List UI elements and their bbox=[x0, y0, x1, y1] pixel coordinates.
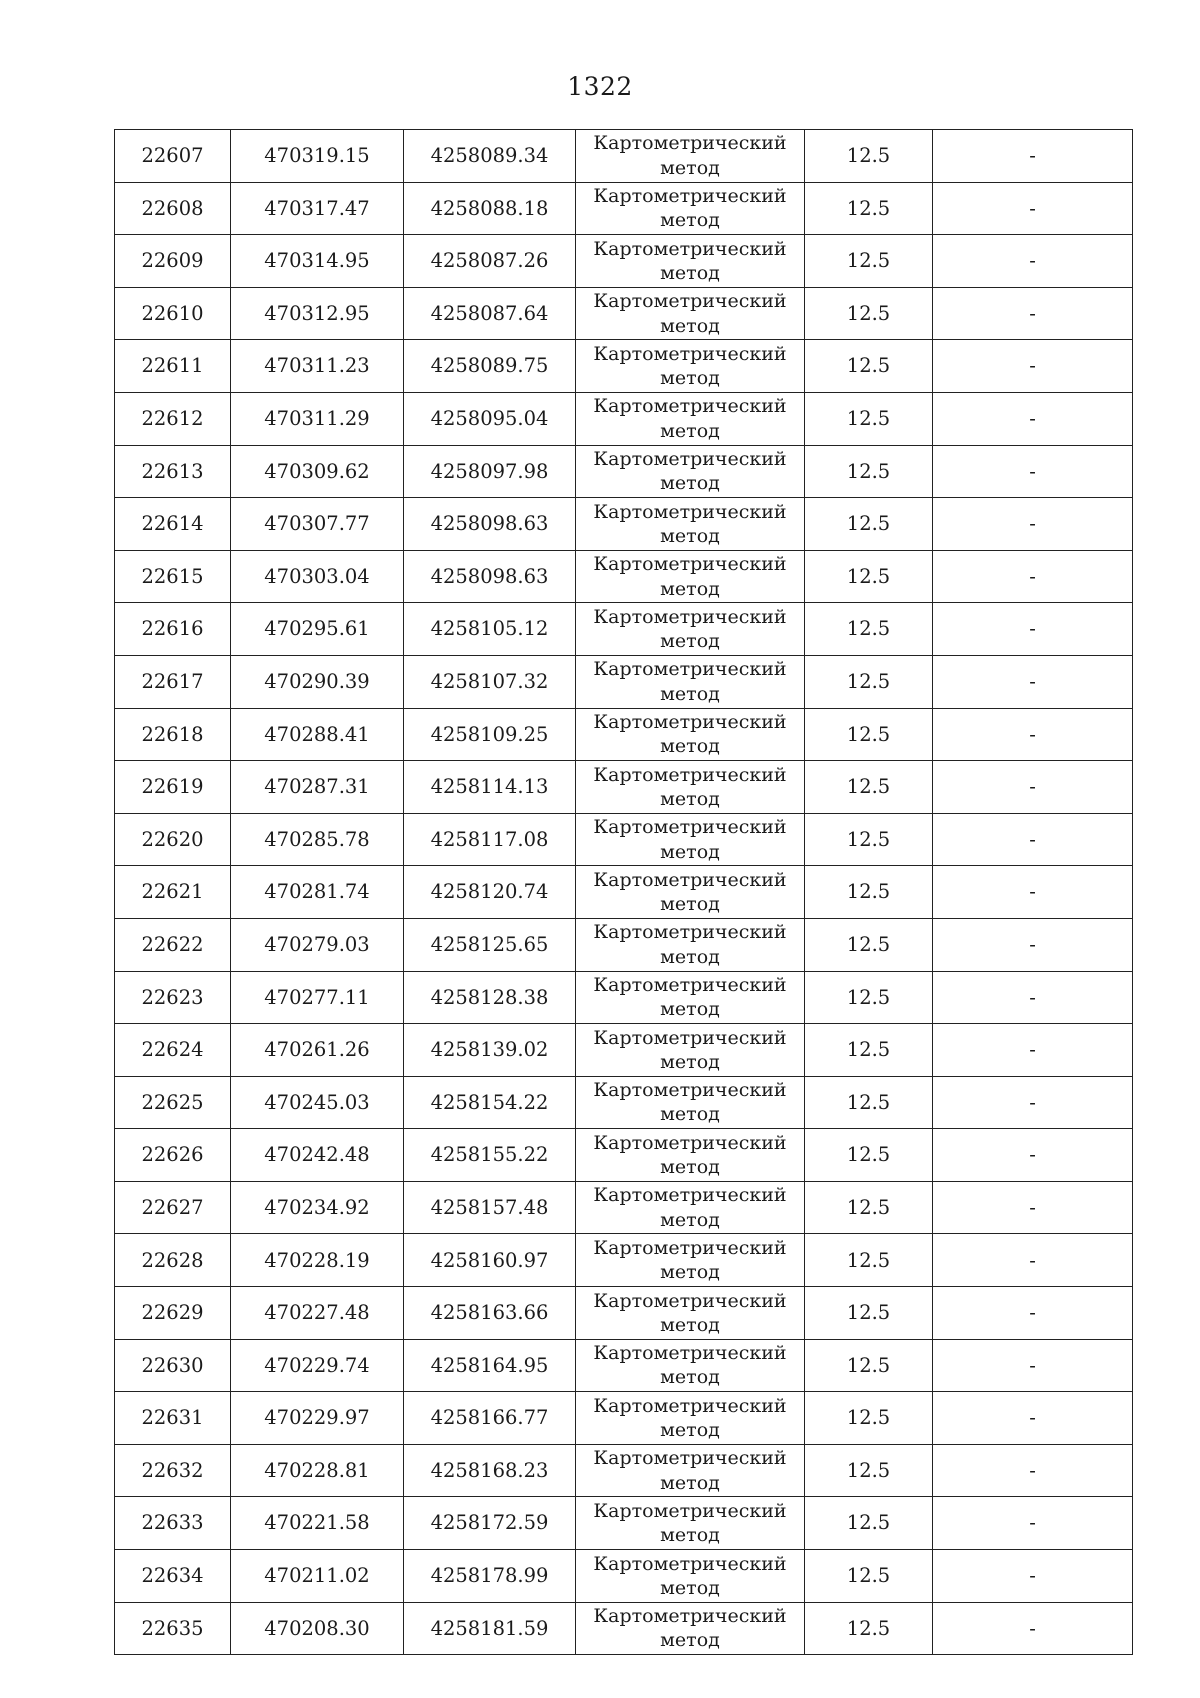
note-cell: - bbox=[933, 1076, 1133, 1129]
x-coordinate-cell: 470311.29 bbox=[231, 392, 404, 445]
method-line-1: Картометрический bbox=[593, 1447, 787, 1470]
table-row bbox=[115, 130, 1133, 183]
method-line-2: метод bbox=[660, 945, 720, 968]
point-id-cell: 22610 bbox=[115, 287, 231, 340]
note-cell: - bbox=[933, 1497, 1133, 1550]
x-coordinate-cell: 470229.97 bbox=[231, 1392, 404, 1445]
method-line-1: Картометрический bbox=[593, 1079, 787, 1102]
method-line-1: Картометрический bbox=[593, 448, 787, 471]
note-cell: - bbox=[933, 813, 1133, 866]
y-coordinate-cell: 4258160.97 bbox=[404, 1234, 576, 1287]
accuracy-cell: 12.5 bbox=[805, 235, 933, 288]
method-cell bbox=[576, 287, 805, 340]
method-line-1: Картометрический bbox=[593, 605, 787, 628]
table-row bbox=[115, 235, 1133, 288]
note-cell: - bbox=[933, 340, 1133, 393]
method-line-2: метод bbox=[660, 1366, 720, 1389]
method-line-2: метод bbox=[660, 682, 720, 705]
method-cell bbox=[576, 1550, 805, 1603]
note-cell: - bbox=[933, 1444, 1133, 1497]
table-row bbox=[115, 1287, 1133, 1340]
note-cell: - bbox=[933, 498, 1133, 551]
method-cell bbox=[576, 1497, 805, 1550]
point-id-cell: 22615 bbox=[115, 550, 231, 603]
method-line-2: метод bbox=[660, 1419, 720, 1442]
method-line-2: метод bbox=[660, 1050, 720, 1073]
point-id-cell: 22611 bbox=[115, 340, 231, 393]
accuracy-cell: 12.5 bbox=[805, 918, 933, 971]
method-line-2: метод bbox=[660, 630, 720, 653]
table-row bbox=[115, 550, 1133, 603]
method-line-2: метод bbox=[660, 419, 720, 442]
point-id-cell: 22622 bbox=[115, 918, 231, 971]
x-coordinate-cell: 470227.48 bbox=[231, 1287, 404, 1340]
x-coordinate-cell: 470245.03 bbox=[231, 1076, 404, 1129]
method-cell bbox=[576, 761, 805, 814]
table-row bbox=[115, 971, 1133, 1024]
method-cell bbox=[576, 1602, 805, 1655]
point-id-cell: 22613 bbox=[115, 445, 231, 498]
note-cell: - bbox=[933, 445, 1133, 498]
x-coordinate-cell: 470295.61 bbox=[231, 603, 404, 656]
page-number: 1322 bbox=[567, 72, 633, 101]
accuracy-cell: 12.5 bbox=[805, 550, 933, 603]
note-cell: - bbox=[933, 1234, 1133, 1287]
y-coordinate-cell: 4258181.59 bbox=[404, 1602, 576, 1655]
point-id-cell: 22635 bbox=[115, 1602, 231, 1655]
note-cell: - bbox=[933, 1550, 1133, 1603]
method-line-1: Картометрический bbox=[593, 711, 787, 734]
method-line-1: Картометрический bbox=[593, 342, 787, 365]
table-row bbox=[115, 1234, 1133, 1287]
accuracy-cell: 12.5 bbox=[805, 498, 933, 551]
accuracy-cell: 12.5 bbox=[805, 1550, 933, 1603]
method-cell bbox=[576, 603, 805, 656]
accuracy-cell: 12.5 bbox=[805, 1287, 933, 1340]
x-coordinate-cell: 470221.58 bbox=[231, 1497, 404, 1550]
method-cell bbox=[576, 1444, 805, 1497]
note-cell: - bbox=[933, 918, 1133, 971]
table-row bbox=[115, 1076, 1133, 1129]
y-coordinate-cell: 4258095.04 bbox=[404, 392, 576, 445]
point-id-cell: 22623 bbox=[115, 971, 231, 1024]
coordinates-table bbox=[114, 129, 1133, 1655]
point-id-cell: 22616 bbox=[115, 603, 231, 656]
method-line-2: метод bbox=[660, 156, 720, 179]
y-coordinate-cell: 4258087.64 bbox=[404, 287, 576, 340]
accuracy-cell: 12.5 bbox=[805, 813, 933, 866]
method-cell bbox=[576, 708, 805, 761]
table-row bbox=[115, 1444, 1133, 1497]
y-coordinate-cell: 4258154.22 bbox=[404, 1076, 576, 1129]
point-id-cell: 22620 bbox=[115, 813, 231, 866]
note-cell: - bbox=[933, 182, 1133, 235]
accuracy-cell: 12.5 bbox=[805, 1497, 933, 1550]
point-id-cell: 22614 bbox=[115, 498, 231, 551]
x-coordinate-cell: 470307.77 bbox=[231, 498, 404, 551]
method-line-2: метод bbox=[660, 893, 720, 916]
method-cell bbox=[576, 655, 805, 708]
table-row bbox=[115, 1392, 1133, 1445]
y-coordinate-cell: 4258117.08 bbox=[404, 813, 576, 866]
table-row bbox=[115, 392, 1133, 445]
accuracy-cell: 12.5 bbox=[805, 655, 933, 708]
x-coordinate-cell: 470317.47 bbox=[231, 182, 404, 235]
note-cell: - bbox=[933, 1602, 1133, 1655]
accuracy-cell: 12.5 bbox=[805, 182, 933, 235]
accuracy-cell: 12.5 bbox=[805, 866, 933, 919]
accuracy-cell: 12.5 bbox=[805, 392, 933, 445]
table-row bbox=[115, 1497, 1133, 1550]
note-cell: - bbox=[933, 1287, 1133, 1340]
method-cell bbox=[576, 182, 805, 235]
method-cell bbox=[576, 1234, 805, 1287]
method-cell bbox=[576, 1181, 805, 1234]
point-id-cell: 22627 bbox=[115, 1181, 231, 1234]
method-cell bbox=[576, 498, 805, 551]
x-coordinate-cell: 470287.31 bbox=[231, 761, 404, 814]
point-id-cell: 22624 bbox=[115, 1024, 231, 1077]
method-line-2: метод bbox=[660, 1471, 720, 1494]
x-coordinate-cell: 470229.74 bbox=[231, 1339, 404, 1392]
table-row bbox=[115, 603, 1133, 656]
method-line-1: Картометрический bbox=[593, 1394, 787, 1417]
note-cell: - bbox=[933, 1024, 1133, 1077]
method-line-1: Картометрический bbox=[593, 973, 787, 996]
x-coordinate-cell: 470314.95 bbox=[231, 235, 404, 288]
point-id-cell: 22626 bbox=[115, 1129, 231, 1182]
method-line-2: метод bbox=[660, 367, 720, 390]
y-coordinate-cell: 4258163.66 bbox=[404, 1287, 576, 1340]
x-coordinate-cell: 470285.78 bbox=[231, 813, 404, 866]
y-coordinate-cell: 4258157.48 bbox=[404, 1181, 576, 1234]
method-line-1: Картометрический bbox=[593, 1289, 787, 1312]
x-coordinate-cell: 470242.48 bbox=[231, 1129, 404, 1182]
method-cell bbox=[576, 392, 805, 445]
method-cell bbox=[576, 971, 805, 1024]
x-coordinate-cell: 470303.04 bbox=[231, 550, 404, 603]
note-cell: - bbox=[933, 130, 1133, 183]
point-id-cell: 22630 bbox=[115, 1339, 231, 1392]
method-cell bbox=[576, 918, 805, 971]
method-line-1: Картометрический bbox=[593, 290, 787, 313]
method-line-1: Картометрический bbox=[593, 1131, 787, 1154]
point-id-cell: 22619 bbox=[115, 761, 231, 814]
accuracy-cell: 12.5 bbox=[805, 287, 933, 340]
table-row bbox=[115, 813, 1133, 866]
method-line-1: Картометрический bbox=[593, 1342, 787, 1365]
x-coordinate-cell: 470290.39 bbox=[231, 655, 404, 708]
accuracy-cell: 12.5 bbox=[805, 1339, 933, 1392]
y-coordinate-cell: 4258089.75 bbox=[404, 340, 576, 393]
note-cell: - bbox=[933, 971, 1133, 1024]
y-coordinate-cell: 4258155.22 bbox=[404, 1129, 576, 1182]
point-id-cell: 22628 bbox=[115, 1234, 231, 1287]
method-line-2: метод bbox=[660, 314, 720, 337]
method-line-1: Картометрический bbox=[593, 1499, 787, 1522]
y-coordinate-cell: 4258098.63 bbox=[404, 550, 576, 603]
note-cell: - bbox=[933, 655, 1133, 708]
x-coordinate-cell: 470288.41 bbox=[231, 708, 404, 761]
x-coordinate-cell: 470312.95 bbox=[231, 287, 404, 340]
y-coordinate-cell: 4258107.32 bbox=[404, 655, 576, 708]
method-cell bbox=[576, 1392, 805, 1445]
x-coordinate-cell: 470281.74 bbox=[231, 866, 404, 919]
method-line-2: метод bbox=[660, 840, 720, 863]
note-cell: - bbox=[933, 761, 1133, 814]
table-row bbox=[115, 1339, 1133, 1392]
accuracy-cell: 12.5 bbox=[805, 1181, 933, 1234]
table-row bbox=[115, 918, 1133, 971]
x-coordinate-cell: 470309.62 bbox=[231, 445, 404, 498]
table-row bbox=[115, 1129, 1133, 1182]
point-id-cell: 22612 bbox=[115, 392, 231, 445]
x-coordinate-cell: 470279.03 bbox=[231, 918, 404, 971]
note-cell: - bbox=[933, 235, 1133, 288]
y-coordinate-cell: 4258109.25 bbox=[404, 708, 576, 761]
x-coordinate-cell: 470234.92 bbox=[231, 1181, 404, 1234]
method-line-1: Картометрический bbox=[593, 553, 787, 576]
accuracy-cell: 12.5 bbox=[805, 340, 933, 393]
table-row bbox=[115, 445, 1133, 498]
note-cell: - bbox=[933, 708, 1133, 761]
note-cell: - bbox=[933, 1339, 1133, 1392]
table-row bbox=[115, 498, 1133, 551]
y-coordinate-cell: 4258164.95 bbox=[404, 1339, 576, 1392]
method-line-1: Картометрический bbox=[593, 395, 787, 418]
method-cell bbox=[576, 235, 805, 288]
method-line-1: Картометрический bbox=[593, 500, 787, 523]
accuracy-cell: 12.5 bbox=[805, 1129, 933, 1182]
method-line-2: метод bbox=[660, 524, 720, 547]
y-coordinate-cell: 4258097.98 bbox=[404, 445, 576, 498]
point-id-cell: 22607 bbox=[115, 130, 231, 183]
note-cell: - bbox=[933, 603, 1133, 656]
point-id-cell: 22632 bbox=[115, 1444, 231, 1497]
x-coordinate-cell: 470261.26 bbox=[231, 1024, 404, 1077]
y-coordinate-cell: 4258168.23 bbox=[404, 1444, 576, 1497]
note-cell: - bbox=[933, 550, 1133, 603]
note-cell: - bbox=[933, 1181, 1133, 1234]
table-row bbox=[115, 1024, 1133, 1077]
point-id-cell: 22634 bbox=[115, 1550, 231, 1603]
accuracy-cell: 12.5 bbox=[805, 130, 933, 183]
method-line-2: метод bbox=[660, 1576, 720, 1599]
method-line-2: метод bbox=[660, 787, 720, 810]
method-line-1: Картометрический bbox=[593, 1026, 787, 1049]
x-coordinate-cell: 470228.81 bbox=[231, 1444, 404, 1497]
table-row bbox=[115, 1550, 1133, 1603]
method-cell bbox=[576, 1129, 805, 1182]
point-id-cell: 22631 bbox=[115, 1392, 231, 1445]
point-id-cell: 22633 bbox=[115, 1497, 231, 1550]
x-coordinate-cell: 470228.19 bbox=[231, 1234, 404, 1287]
table-row bbox=[115, 340, 1133, 393]
method-cell bbox=[576, 550, 805, 603]
method-cell bbox=[576, 130, 805, 183]
method-line-1: Картометрический bbox=[593, 1605, 787, 1628]
method-line-2: метод bbox=[660, 209, 720, 232]
method-line-1: Картометрический bbox=[593, 1184, 787, 1207]
table-row bbox=[115, 182, 1133, 235]
method-line-2: метод bbox=[660, 1261, 720, 1284]
method-line-2: метод bbox=[660, 1313, 720, 1336]
x-coordinate-cell: 470319.15 bbox=[231, 130, 404, 183]
accuracy-cell: 12.5 bbox=[805, 1602, 933, 1655]
accuracy-cell: 12.5 bbox=[805, 1076, 933, 1129]
accuracy-cell: 12.5 bbox=[805, 708, 933, 761]
table-row bbox=[115, 708, 1133, 761]
point-id-cell: 22609 bbox=[115, 235, 231, 288]
y-coordinate-cell: 4258139.02 bbox=[404, 1024, 576, 1077]
point-id-cell: 22629 bbox=[115, 1287, 231, 1340]
method-cell bbox=[576, 1339, 805, 1392]
table-body bbox=[115, 130, 1133, 1655]
x-coordinate-cell: 470211.02 bbox=[231, 1550, 404, 1603]
method-cell bbox=[576, 1024, 805, 1077]
accuracy-cell: 12.5 bbox=[805, 1392, 933, 1445]
method-line-1: Картометрический bbox=[593, 921, 787, 944]
method-line-1: Картометрический bbox=[593, 868, 787, 891]
y-coordinate-cell: 4258105.12 bbox=[404, 603, 576, 656]
accuracy-cell: 12.5 bbox=[805, 1234, 933, 1287]
method-line-1: Картометрический bbox=[593, 816, 787, 839]
x-coordinate-cell: 470208.30 bbox=[231, 1602, 404, 1655]
point-id-cell: 22625 bbox=[115, 1076, 231, 1129]
method-line-1: Картометрический bbox=[593, 132, 787, 155]
x-coordinate-cell: 470277.11 bbox=[231, 971, 404, 1024]
method-line-1: Картометрический bbox=[593, 1552, 787, 1575]
method-line-2: метод bbox=[660, 1524, 720, 1547]
method-line-1: Картометрический bbox=[593, 1236, 787, 1259]
method-line-2: метод bbox=[660, 261, 720, 284]
y-coordinate-cell: 4258120.74 bbox=[404, 866, 576, 919]
y-coordinate-cell: 4258166.77 bbox=[404, 1392, 576, 1445]
table-row bbox=[115, 1181, 1133, 1234]
method-cell bbox=[576, 340, 805, 393]
table-row bbox=[115, 866, 1133, 919]
method-line-2: метод bbox=[660, 1156, 720, 1179]
method-line-2: метод bbox=[660, 1629, 720, 1652]
accuracy-cell: 12.5 bbox=[805, 603, 933, 656]
y-coordinate-cell: 4258128.38 bbox=[404, 971, 576, 1024]
method-line-2: метод bbox=[660, 998, 720, 1021]
table-row bbox=[115, 287, 1133, 340]
method-line-2: метод bbox=[660, 472, 720, 495]
table-row bbox=[115, 761, 1133, 814]
y-coordinate-cell: 4258172.59 bbox=[404, 1497, 576, 1550]
method-cell bbox=[576, 813, 805, 866]
y-coordinate-cell: 4258178.99 bbox=[404, 1550, 576, 1603]
method-cell bbox=[576, 1076, 805, 1129]
x-coordinate-cell: 470311.23 bbox=[231, 340, 404, 393]
note-cell: - bbox=[933, 866, 1133, 919]
point-id-cell: 22608 bbox=[115, 182, 231, 235]
method-line-2: метод bbox=[660, 735, 720, 758]
accuracy-cell: 12.5 bbox=[805, 761, 933, 814]
y-coordinate-cell: 4258087.26 bbox=[404, 235, 576, 288]
note-cell: - bbox=[933, 287, 1133, 340]
method-line-2: метод bbox=[660, 1208, 720, 1231]
table-row bbox=[115, 1602, 1133, 1655]
y-coordinate-cell: 4258098.63 bbox=[404, 498, 576, 551]
note-cell: - bbox=[933, 1129, 1133, 1182]
point-id-cell: 22621 bbox=[115, 866, 231, 919]
method-line-1: Картометрический bbox=[593, 763, 787, 786]
method-line-2: метод bbox=[660, 1103, 720, 1126]
method-line-1: Картометрический bbox=[593, 237, 787, 260]
point-id-cell: 22618 bbox=[115, 708, 231, 761]
method-cell bbox=[576, 866, 805, 919]
note-cell: - bbox=[933, 1392, 1133, 1445]
accuracy-cell: 12.5 bbox=[805, 1444, 933, 1497]
method-cell bbox=[576, 445, 805, 498]
method-cell bbox=[576, 1287, 805, 1340]
point-id-cell: 22617 bbox=[115, 655, 231, 708]
y-coordinate-cell: 4258114.13 bbox=[404, 761, 576, 814]
table-row bbox=[115, 655, 1133, 708]
accuracy-cell: 12.5 bbox=[805, 445, 933, 498]
y-coordinate-cell: 4258089.34 bbox=[404, 130, 576, 183]
method-line-1: Картометрический bbox=[593, 185, 787, 208]
method-line-2: метод bbox=[660, 577, 720, 600]
y-coordinate-cell: 4258125.65 bbox=[404, 918, 576, 971]
accuracy-cell: 12.5 bbox=[805, 971, 933, 1024]
method-line-1: Картометрический bbox=[593, 658, 787, 681]
y-coordinate-cell: 4258088.18 bbox=[404, 182, 576, 235]
note-cell: - bbox=[933, 392, 1133, 445]
accuracy-cell: 12.5 bbox=[805, 1024, 933, 1077]
